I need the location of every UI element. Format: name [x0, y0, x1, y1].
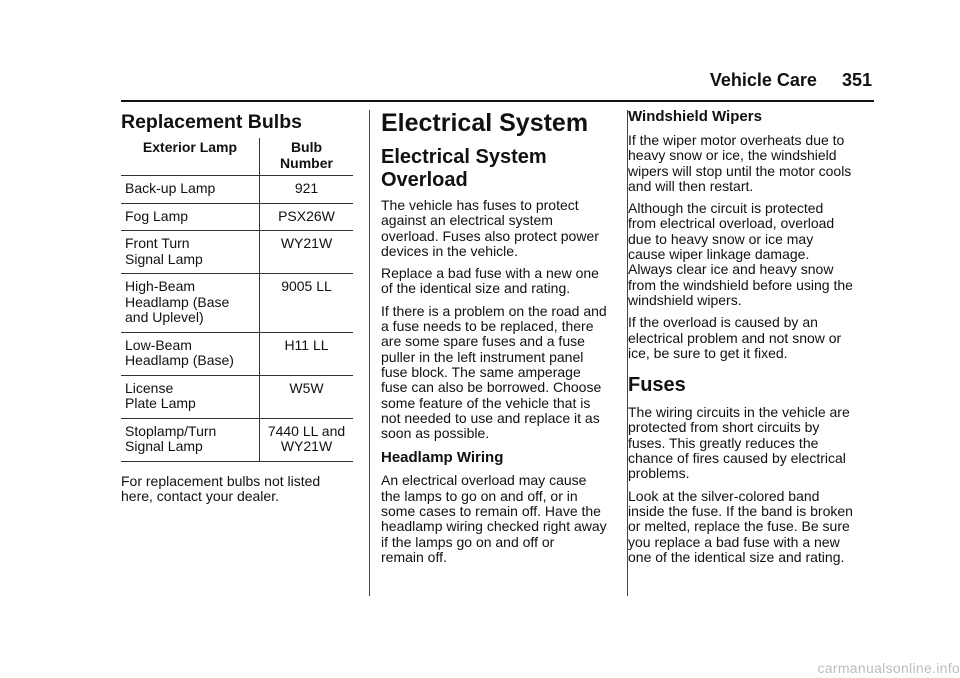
fuses-heading: Fuses [628, 374, 686, 397]
column-header-bulb-number: Bulb Number [260, 138, 354, 176]
bulb-cell: 7440 LL and WY21W [260, 418, 354, 461]
table-header-row [121, 138, 353, 176]
replacement-bulbs-heading: Replacement Bulbs [121, 111, 302, 133]
lamp-cell: Low-Beam Headlamp (Base) [121, 332, 260, 375]
column-electrical-system [381, 108, 617, 572]
watermark: carmanualsonline.info [817, 660, 960, 676]
paragraph: If the overload is caused by an electrical problem and not snow or ice, be sure to get it fixed. [628, 314, 842, 361]
bulb-cell: PSX26W [260, 203, 354, 231]
overload-heading: Electrical System Overload [381, 146, 547, 191]
section-title: Vehicle Care [709, 70, 817, 90]
column-wipers-fuses [628, 108, 874, 572]
paragraph: Look at the silver-colored band inside the fuse. If the band is broken or melted, replace the fuse. Be sure you replace a bad fuse with a new one of the identical size and rating. [628, 487, 853, 565]
bulb-cell: W5W [260, 375, 354, 418]
lamp-cell: Stoplamp/Turn Signal Lamp [121, 418, 260, 461]
paragraph: Although the circuit is protected from electrical overload, overload due to heavy snow or ice may cause wiper linkage damage. Always clear ice and heavy snow from the windshield before using the windshield wipers. [628, 200, 853, 308]
bulb-table [121, 138, 353, 462]
lamp-cell: Front Turn Signal Lamp [121, 231, 260, 274]
lamp-cell: License Plate Lamp [121, 375, 260, 418]
headlamp-wiring-heading: Headlamp Wiring [381, 449, 504, 467]
page-header [710, 70, 872, 91]
bulb-cell: 921 [260, 176, 354, 204]
column-header-exterior-lamp: Exterior Lamp [121, 138, 260, 176]
table-row [121, 418, 353, 461]
windshield-wipers-heading: Windshield Wipers [628, 108, 762, 125]
lamp-cell: Fog Lamp [121, 203, 260, 231]
table-row [121, 231, 353, 274]
table-row [121, 176, 353, 204]
lamp-cell: Back-up Lamp [121, 176, 260, 204]
paragraph: If the wiper motor overheats due to heavy snow or ice, the windshield wipers will stop until the motor cools and will then restart. [628, 132, 852, 194]
table-row [121, 203, 353, 231]
paragraph: If there is a problem on the road and a fuse needs to be replaced, there are some spare fuses and a fuse puller in the left instrument panel fuse block. The same amperage fuse can also be borrowed. Choose some feature of the vehicle that is not needed to use and replace it as soon as possible. [381, 302, 607, 442]
bulb-cell: WY21W [260, 231, 354, 274]
column-divider [369, 110, 370, 596]
table-row [121, 274, 353, 333]
paragraph: The wiring circuits in the vehicle are protected from short circuits by fuses. This greatly reduces the chance of fires caused by electrical problems. [628, 404, 850, 482]
bulb-cell: 9005 LL [260, 274, 354, 333]
electrical-system-heading: Electrical System [381, 109, 589, 137]
paragraph: An electrical overload may cause the lamps to go on and off, or in some cases to remain off. Have the headlamp wiring checked right away if the lamps go on and off or remain off. [381, 472, 607, 565]
paragraph: The vehicle has fuses to protect against an electrical system overload. Fuses also protect power devices in the vehicle. [381, 197, 599, 259]
lamp-cell: High-Beam Headlamp (Base and Uplevel) [121, 274, 260, 333]
replacement-note: For replacement bulbs not listed here, contact your dealer. [121, 472, 321, 504]
paragraph: Replace a bad fuse with a new one of the identical size and rating. [381, 265, 599, 297]
header-rule [121, 100, 874, 102]
page-number: 351 [841, 70, 872, 90]
column-replacement-bulbs [121, 108, 357, 504]
table-row [121, 375, 353, 418]
table-row [121, 332, 353, 375]
bulb-cell: H11 LL [260, 332, 354, 375]
